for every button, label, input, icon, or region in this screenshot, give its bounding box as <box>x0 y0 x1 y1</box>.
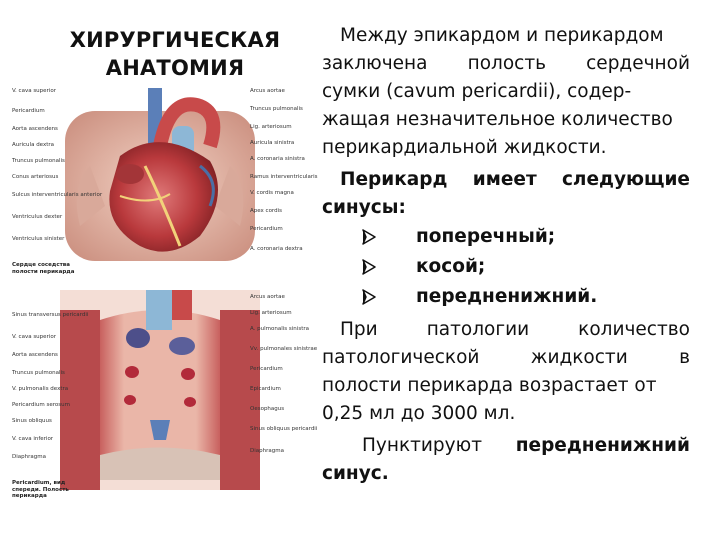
title-line-1: ХИРУРГИЧЕСКАЯ <box>69 28 281 52</box>
p2-word: имеет <box>472 169 537 190</box>
label-bottom-right-9: Diaphragma <box>250 448 284 454</box>
p1-line3: сумки (cavum pericardii), содер- <box>322 81 632 102</box>
p2-line1 <box>322 166 690 194</box>
label-top-left-8: Ventriculus dexter <box>12 214 63 220</box>
figure-top-caption: Сердце соседства полости перикарда <box>12 262 75 275</box>
list-item <box>322 222 690 252</box>
label-bottom-left-6: Pericardium serosum <box>12 402 70 408</box>
label-top-left-4: Auricula dextra <box>12 142 55 148</box>
list-item <box>322 282 690 312</box>
arrow-bullet-icon <box>322 229 406 245</box>
label-top-left-9: Ventriculus sinister <box>12 236 65 242</box>
p2-line2: синусы: <box>322 197 406 218</box>
arrow-bullet-icon <box>322 259 406 275</box>
p4-word: передненижний <box>515 435 690 456</box>
p3-line2 <box>322 344 690 372</box>
p1-line4: жащая незначительное количество <box>322 109 673 130</box>
heart-drawing <box>60 86 260 266</box>
paragraph-3 <box>322 316 690 428</box>
label-bottom-left-7: Sinus obliquus <box>12 418 52 424</box>
label-top-right-3: Lig. arteriosum <box>250 124 292 130</box>
p3-word: жидкости <box>530 347 628 368</box>
sinus-list <box>322 222 690 312</box>
label-top-left-7: Sulcus interventricularis anterior <box>12 192 103 198</box>
label-top-right-4: Auricula sinistra <box>250 140 295 146</box>
p4-word: Пунктируют <box>362 435 482 456</box>
p3-line3: полости перикарда возрастает от <box>322 375 657 396</box>
p3-word: патологии <box>426 319 530 340</box>
label-bottom-left-3: Aorta ascendens <box>12 352 58 358</box>
p3-word: в <box>679 347 690 368</box>
p1-line2 <box>322 50 690 78</box>
slide-title <box>40 26 310 82</box>
label-top-left-5: Truncus pulmonalis <box>12 158 65 164</box>
p3-word: количество <box>578 319 690 340</box>
label-top-left-1: V. cava superior <box>12 88 56 94</box>
label-bottom-left-2: V. cava superior <box>12 334 56 340</box>
label-top-right-10: A. coronaria dextra <box>250 246 303 252</box>
label-bottom-left-4: Truncus pulmonalis <box>12 370 65 376</box>
label-bottom-left-9: Diaphragma <box>12 454 46 460</box>
figure-bottom-caption: Pericardium, вид спереди. Полость перикарда <box>12 480 69 499</box>
heart-anatomy-illustration-top <box>12 86 330 276</box>
label-bottom-right-4: Vv. pulmonales sinistrae <box>250 346 318 352</box>
label-bottom-right-3: A. pulmonalis sinistra <box>250 326 309 332</box>
list-item <box>322 252 690 282</box>
label-bottom-right-2: Lig. arteriosum <box>250 310 292 316</box>
label-top-right-1: Arcus aortae <box>250 88 285 94</box>
label-bottom-left-1: Sinus transversus pericardii <box>12 312 89 318</box>
label-top-right-6: Ramus interventricularis <box>250 174 318 180</box>
label-bottom-right-7: Oesophagus <box>250 406 285 412</box>
label-top-right-8: Apex cordis <box>250 208 282 214</box>
label-bottom-right-5: Pericardium <box>250 366 283 372</box>
label-top-right-9: Pericardium <box>250 226 283 232</box>
p2-word: Перикард <box>340 169 448 190</box>
pericardial-cavity-drawing <box>60 290 260 490</box>
label-top-right-7: V. cordis magna <box>250 190 294 196</box>
paragraph-2 <box>322 166 690 222</box>
label-bottom-right-8: Sinus obliquus pericardii <box>250 426 318 432</box>
p1-word: сердечной <box>586 53 690 74</box>
label-top-right-5: A. coronaria sinistra <box>250 156 305 162</box>
p1-line1: Между эпикардом и перикардом <box>340 25 664 46</box>
p3-line1 <box>322 316 690 344</box>
p3-word: При <box>340 319 378 340</box>
p1-line5: перикардиальной жидкости. <box>322 137 607 158</box>
label-top-left-3: Aorta ascendens <box>12 126 58 132</box>
label-top-right-2: Truncus pulmonalis <box>250 106 303 112</box>
list-item-text: косой; <box>416 256 486 277</box>
list-item-text: передненижний. <box>416 286 598 307</box>
p1-word: заключена <box>322 53 428 74</box>
paragraph-4 <box>322 432 690 488</box>
arrow-bullet-icon <box>322 289 406 305</box>
list-item-text: поперечный; <box>416 226 556 247</box>
label-top-left-2: Pericardium <box>12 108 45 114</box>
label-bottom-right-1: Arcus aortae <box>250 294 285 300</box>
main-text <box>322 22 690 488</box>
paragraph-1 <box>322 22 690 162</box>
p4-line1 <box>322 432 690 460</box>
p4-line2: синус. <box>322 463 389 484</box>
label-bottom-right-6: Epicardium <box>250 386 281 392</box>
p1-word: полость <box>467 53 547 74</box>
p2-word: следующие <box>561 169 690 190</box>
label-top-left-6: Conus arteriosus <box>12 174 59 180</box>
label-bottom-left-8: V. cava inferior <box>12 436 54 442</box>
label-bottom-left-5: V. pulmonalis dextra <box>12 386 69 392</box>
p3-line4: 0,25 мл до 3000 мл. <box>322 403 516 424</box>
title-line-2: АНАТОМИЯ <box>105 56 245 80</box>
pericardium-anatomy-illustration-bottom <box>12 290 330 498</box>
p3-word: патологической <box>322 347 480 368</box>
